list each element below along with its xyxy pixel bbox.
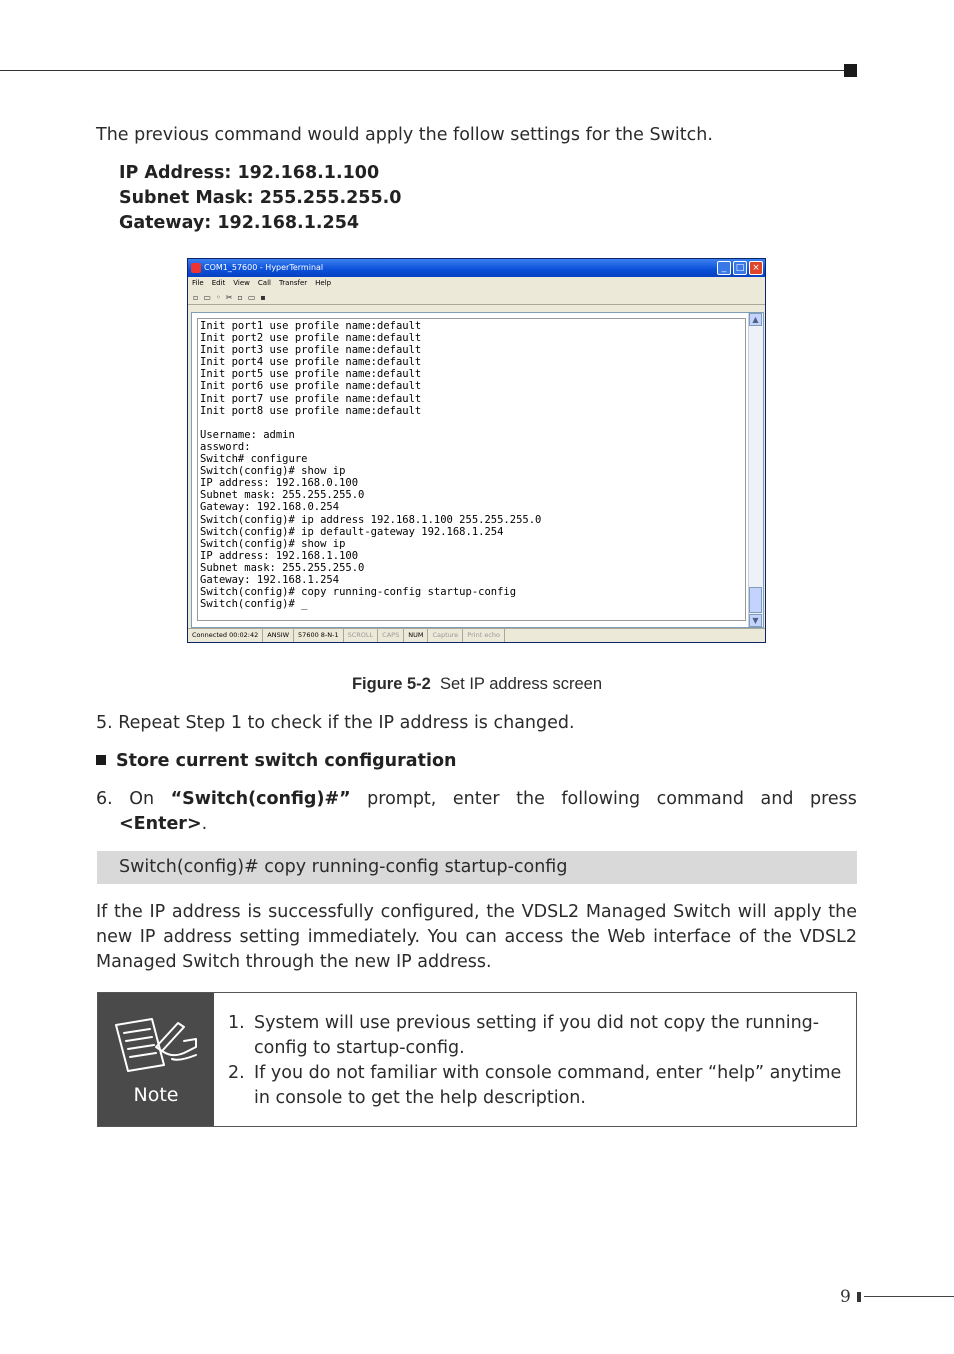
connect-icon: ◦ xyxy=(215,292,221,302)
status-baud: 57600 8-N-1 xyxy=(294,629,344,642)
window-title: COM1_57600 - HyperTerminal xyxy=(204,263,324,272)
intro-text: The previous command would apply the follow settings for the Switch. xyxy=(96,125,713,145)
note-item xyxy=(228,1011,843,1061)
menu-help: Help xyxy=(315,279,332,287)
status-caps: CAPS xyxy=(378,629,404,642)
terminal-output: Init port1 use profile name:default Init port2 use profile name:default Init port3 use profile name:default Init port4 use profile name:default Init port5 use profile name:default Init port6 use profile name:default Init port7 use profile name:default Init port8 use profile name:default Username: admin assword: Switch# configure Switch(config)# show ip IP address: 192.168.0.100 Subnet mask: 255.255.255.0 Gateway: 192.168.0.254 Switch(config)# ip address 192.168.1.100 255.255.255.0 Switch(config)# ip default-gateway 192.168.1.254 Switch(config)# show ip IP address: 192.168.1.100 Subnet mask: 255.255.255.0 Gateway: 192.168.1.254 Switch(config)# copy running-config startup-config Switch(config)# _ xyxy=(200,320,542,611)
step-6-period: . xyxy=(201,814,208,834)
note-item xyxy=(228,1061,843,1111)
step-6-word: command xyxy=(656,789,744,809)
status-print-echo: Print echo xyxy=(463,629,505,642)
subnet-mask-setting: Subnet Mask: 255.255.255.0 xyxy=(119,188,402,208)
step-6 xyxy=(96,787,857,837)
scroll-down-icon: ▼ xyxy=(749,614,762,627)
step-6-word: prompt, xyxy=(367,789,437,809)
ip-settings xyxy=(119,161,401,236)
figure-label: Figure 5-2 xyxy=(351,675,431,693)
step-5-number: 5. xyxy=(96,713,113,733)
scroll-up-icon: ▲ xyxy=(749,313,762,326)
figure-caption xyxy=(0,675,954,694)
note-label: Note xyxy=(133,1084,179,1106)
step-5 xyxy=(96,711,575,736)
step-6-word: On xyxy=(129,789,155,809)
ip-address-setting: IP Address: 192.168.1.100 xyxy=(119,163,380,183)
note-item-number: 1. xyxy=(228,1013,245,1033)
note-item-text: If you do not familiar with console command, enter “help” anytime in console to get the help description. xyxy=(254,1063,842,1108)
menu-edit: Edit xyxy=(211,279,226,287)
status-num: NUM xyxy=(404,629,428,642)
menu-call: Call xyxy=(257,279,271,287)
maximize-icon: □ xyxy=(733,261,747,275)
close-icon: × xyxy=(749,261,763,275)
step-6-word: enter xyxy=(452,789,500,809)
status-bar xyxy=(188,628,765,642)
menu-transfer: Transfer xyxy=(278,279,308,287)
header-rule xyxy=(0,70,848,71)
section-heading xyxy=(96,749,456,774)
note-list xyxy=(228,1011,843,1111)
status-scroll: SCROLL xyxy=(344,629,379,642)
note-item-text: System will use previous setting if you did not copy the running-config to startup-config. xyxy=(254,1013,820,1058)
note-sidebar xyxy=(98,993,214,1126)
menu-bar xyxy=(188,277,765,290)
command-text: Switch(config)# copy running-config startup-config xyxy=(119,857,568,877)
result-paragraph: If the IP address is successfully configured, the VDSL2 Managed Switch will apply the new IP address setting immediately. You can access the Web interface of the VDSL2 Managed Switch through the new IP address. xyxy=(96,902,857,972)
step-6-word: the xyxy=(516,789,545,809)
status-capture: Capture xyxy=(428,629,463,642)
note-hand-icon xyxy=(112,1015,200,1075)
square-bullet-icon xyxy=(96,755,106,765)
hyperterminal-screenshot xyxy=(187,258,766,643)
vertical-scrollbar xyxy=(748,313,763,627)
step-6-word: and xyxy=(760,789,794,809)
open-icon: ▭ xyxy=(203,292,211,302)
send-icon: ▫ xyxy=(237,292,243,302)
step-6-word: following xyxy=(561,789,641,809)
gateway-setting: Gateway: 192.168.1.254 xyxy=(119,213,360,233)
figure-text: Set IP address screen xyxy=(439,675,603,693)
page-number: 9 xyxy=(840,1287,851,1307)
new-icon: ▫ xyxy=(193,292,199,302)
step-6-word: press xyxy=(809,789,857,809)
section-heading-text: Store current switch configuration xyxy=(116,751,457,771)
status-connected: Connected 00:02:42 xyxy=(188,629,263,642)
step-5-text: Repeat Step 1 to check if the IP address is changed. xyxy=(118,713,575,733)
step-6-number: 6. xyxy=(96,789,113,809)
disconnect-icon: ✂ xyxy=(225,292,233,302)
properties-icon: ▪ xyxy=(260,292,266,302)
receive-icon: ▭ xyxy=(247,292,256,302)
menu-file: File xyxy=(192,279,204,287)
toolbar xyxy=(188,290,765,305)
header-marker xyxy=(844,64,857,77)
scroll-thumb xyxy=(749,587,762,613)
menu-view: View xyxy=(233,279,250,287)
window-titlebar xyxy=(188,259,765,277)
note-box xyxy=(97,992,857,1127)
footer-marker xyxy=(857,1292,861,1302)
enter-key: <Enter> xyxy=(119,814,202,834)
minimize-icon: _ xyxy=(717,261,731,275)
note-item-number: 2. xyxy=(228,1063,245,1083)
footer-rule xyxy=(864,1296,954,1297)
status-emulation: ANSIW xyxy=(263,629,294,642)
step-6-prompt: “Switch(config)#” xyxy=(170,789,351,809)
command-box xyxy=(97,851,857,884)
terminal-area xyxy=(191,312,764,628)
hyperterminal-icon xyxy=(191,263,201,273)
